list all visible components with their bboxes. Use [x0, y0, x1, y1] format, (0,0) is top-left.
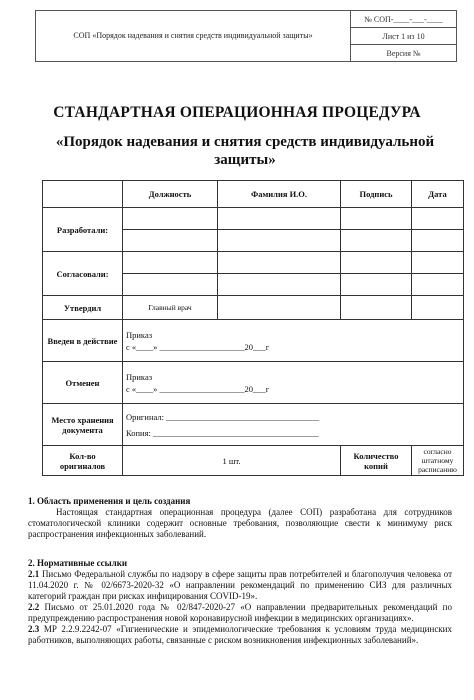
header-meta: [351, 11, 456, 61]
section-1: [28, 496, 452, 540]
agreed-label: Согласовали:: [43, 252, 123, 296]
effective-order: [123, 320, 464, 362]
approved-label: Утвердил: [43, 296, 123, 320]
table-row: [43, 296, 464, 320]
list-item: 2.3 МР 2.2.9.2242-07 «Гигиенические и эпидемиологические требования к условиям труда медицинских работников, выполняющих работы, связанные с риском возникновения инфекционных заболеваний».: [28, 624, 452, 645]
page-title: СТАНДАРТНАЯ ОПЕРАЦИОННАЯ ПРОЦЕДУРА: [53, 104, 421, 121]
storage-info: [123, 404, 464, 446]
section-2-heading: 2. Нормативные ссылки: [28, 558, 128, 568]
storage-copy: Копия: _______________________________________: [126, 427, 319, 438]
table-row: [43, 252, 464, 274]
col-position-header: Должность: [123, 181, 218, 208]
col-date-header: Дата: [412, 181, 464, 208]
table-row: [43, 320, 464, 362]
copies-count: согласно штатному расписанию: [412, 446, 464, 476]
cancelled-order-label: Приказ: [126, 371, 153, 382]
copies-count-label: Количество копий: [341, 446, 412, 476]
effective-order-date: с «____» ____________________20___г: [126, 341, 270, 352]
storage-label: Место хранения документа: [43, 404, 123, 446]
table-row: [43, 362, 464, 404]
table-row: [43, 446, 464, 476]
header-title: СОП «Порядок надевания и снятия средств индивидуальной защиты»: [36, 11, 351, 61]
header-sop-number: № СОП-____-___-____: [351, 11, 456, 28]
approval-table: [42, 180, 464, 476]
section-1-heading: 1. Область применения и цель создания: [28, 496, 191, 506]
storage-original: Оригинал: ____________________________________: [126, 411, 320, 422]
page-subtitle: «Порядок надевания и снятия средств индивидуальной защиты»: [55, 134, 435, 168]
document-header: [35, 10, 457, 62]
header-sheet: Лист 1 из 10: [351, 28, 456, 45]
approved-position: Главный врач: [123, 296, 218, 320]
cancelled-label: Отменен: [43, 362, 123, 404]
list-item: 2.1 Письмо Федеральной службы по надзору в сфере защиты прав потребителей и благополучия человека от 11.04.2020 г. № 02/6673-2020-32 «О направлении рекомендаций по применению СИЗ для различных категорий граждан при рисках инфицирования COVID-19».: [28, 569, 453, 601]
list-item: 2.2 Письмо от 25.01.2020 года № 02/847-2020-27 «О направлении предварительных рекомендаций по предупреждению распространения новой коронавирусной инфекции в медицинских организациях».: [28, 602, 452, 623]
effective-order-label: Приказ: [126, 329, 153, 340]
col-signature-header: Подпись: [341, 181, 412, 208]
originals-count: 1 шт.: [123, 446, 341, 476]
section-2: [28, 558, 452, 646]
effective-label: Введен в действие: [43, 320, 123, 362]
developed-label: Разработали:: [43, 208, 123, 252]
header-version: Версия №: [386, 48, 421, 58]
table-row: [43, 404, 464, 446]
table-row: [43, 208, 464, 230]
table-header-row: [43, 181, 464, 208]
originals-count-label: Кол-во оригиналов: [43, 446, 123, 476]
cancelled-order: [123, 362, 464, 404]
section-1-text: Настоящая стандартная операционная процедура (далее СОП) разработана для сотрудников стоматологической клиники содержит основные требования, позволяющие свести к минимуму риск распространения инфекционных заболеваний.: [28, 507, 452, 539]
cancelled-order-date: с «____» ____________________20___г: [126, 383, 270, 394]
col-name-header: Фамилия И.О.: [218, 181, 341, 208]
